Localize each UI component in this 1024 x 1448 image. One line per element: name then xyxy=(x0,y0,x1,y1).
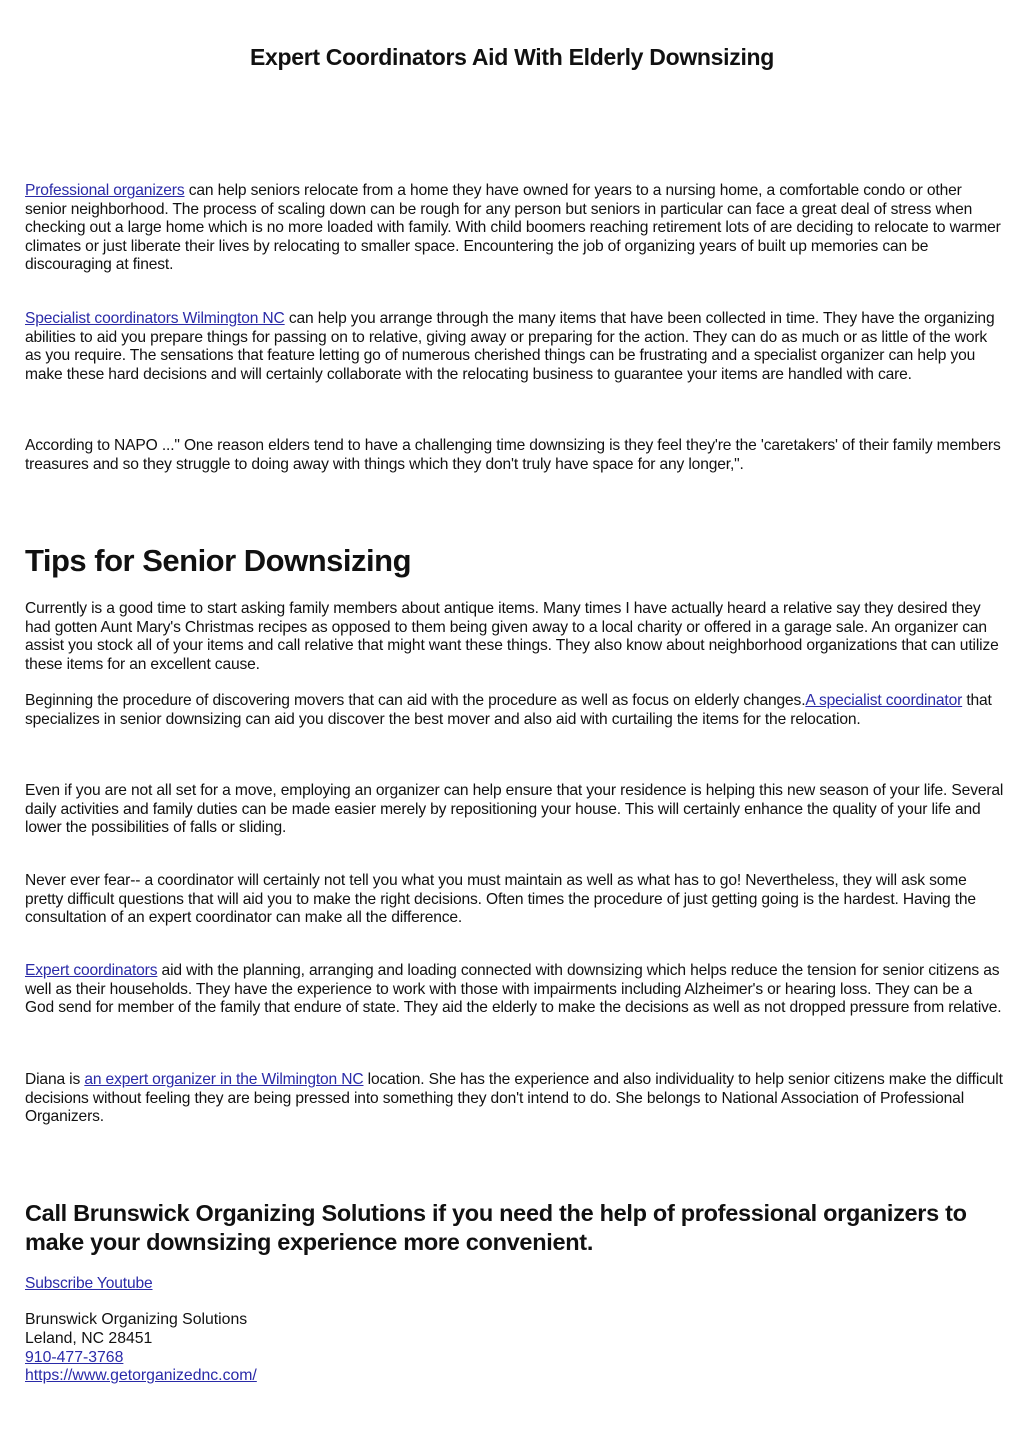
paragraph-movers-text-after: that specializes in senior downsizing can aid you discover the best mover and also aid with curtailing the items for the relocation. xyxy=(25,692,992,728)
professional-organizers-link[interactable]: Professional organizers xyxy=(25,182,185,199)
paragraph-intro-text: can help seniors relocate from a home they have owned for years to a nursing home, a comfortable condo or other senior neighborhood. The process of scaling down can be rough for any person but seniors in particular can face a great deal of stress when checking out a large home which is no more loaded with family. With child boomers reaching retirement lots of are deciding to relocate to warmer climates or just liberate their lives by relocating to smaller space. Encountering the job of organizing years of built up memories can be discouraging at finest. xyxy=(25,182,1001,274)
paragraph-diana xyxy=(25,1071,1005,1127)
paragraph-antique-items: Currently is a good time to start asking family members about antique items. Many times I have actually heard a relative say they desired they had gotten Aunt Mary's Christmas recipes as opposed to them being given away to a local charity or offered in a garage sale. An organizer can assist you stock all of your items and call relative that might want these things. They also know about neighborhood organizations that can utilize these items for an excellent cause. xyxy=(25,600,999,673)
business-address: Leland, NC 28451 xyxy=(25,1329,153,1347)
paragraph-diana-text-before: Diana is xyxy=(25,1071,85,1088)
phone-link[interactable]: 910-477-3768 xyxy=(25,1348,124,1366)
contact-block xyxy=(25,1311,257,1386)
paragraph-napo: According to NAPO ..." One reason elders tend to have a challenging time downsizing is they feel they're the 'caretakers' of their family members treasures and so they struggle to doing away with things which they don't truly have space for any longer,". xyxy=(25,437,1001,473)
paragraph-diana-text-after: location. She has the experience and also individuality to help senior citizens make the difficult decisions without feeling they are being pressed into something they don't intend to do. She belongs to National Association of Professional Organizers. xyxy=(25,1071,1003,1126)
expert-coordinators-link[interactable]: Expert coordinators xyxy=(25,962,158,979)
page-title: Expert Coordinators Aid With Elderly Downsizing xyxy=(249,44,775,70)
paragraph-movers-text-before: Beginning the procedure of discovering movers that can aid with the procedure as well as focus on elderly changes. xyxy=(25,692,806,709)
specialist-coordinators-link[interactable]: Specialist coordinators Wilmington NC xyxy=(25,310,285,327)
section-heading-tips: Tips for Senior Downsizing xyxy=(25,543,412,578)
paragraph-expert-coordinators-text: aid with the planning, arranging and loading connected with downsizing which helps reduce the tension for senior citizens as well as their households. They have the experience to work with those with impairments including Alzheimer's or hearing loss. They can be a God send for member of the family that endure of state. They aid the elderly to make the decisions as well as not dropped pressure from relative. xyxy=(25,962,1002,1017)
specialist-coordinator-link[interactable]: A specialist coordinator xyxy=(805,692,963,709)
subscribe-youtube-link[interactable]: Subscribe Youtube xyxy=(25,1275,153,1292)
subscribe-paragraph xyxy=(25,1275,1005,1294)
website-link[interactable]: https://www.getorganizednc.com/ xyxy=(25,1367,257,1385)
paragraph-expert-coordinators xyxy=(25,962,1005,1018)
paragraph-intro xyxy=(25,182,1005,275)
paragraph-not-set: Even if you are not all set for a move, employing an organizer can help ensure that your residence is helping this new season of your life. Several daily activities and family duties can be made easier merely by repositioning your house. This will certainly enhance the quality of your life and lower the possibilities of falls or sliding. xyxy=(25,782,1004,837)
expert-organizer-wilmington-link[interactable]: an expert organizer in the Wilmington NC xyxy=(84,1071,364,1088)
paragraph-never-fear: Never ever fear-- a coordinator will certainly not tell you what you must maintain as well as what has to go! Nevertheless, they will ask some pretty difficult questions that will aid you to make the right decisions. Often times the procedure of just getting going is the hardest. Having the consultation of an expert coordinator can make all the difference. xyxy=(25,872,976,927)
paragraph-specialist xyxy=(25,310,1005,384)
paragraph-movers xyxy=(25,692,1005,729)
business-name: Brunswick Organizing Solutions xyxy=(25,1311,248,1328)
call-to-action-heading: Call Brunswick Organizing Solutions if you need the help of professional organizers to make your downsizing experience more convenient. xyxy=(25,1200,967,1255)
paragraph-specialist-text: can help you arrange through the many items that have been collected in time. They have the organizing abilities to aid you prepare things for passing on to relative, giving away or preparing for the action. They can do as much or as little of the work as you require. The sensations that feature letting go of numerous cherished things can be frustrating and a specialist organizer can help you make these hard decisions and will certainly collaborate with the relocating business to guarantee your items are handled with care. xyxy=(25,310,995,383)
